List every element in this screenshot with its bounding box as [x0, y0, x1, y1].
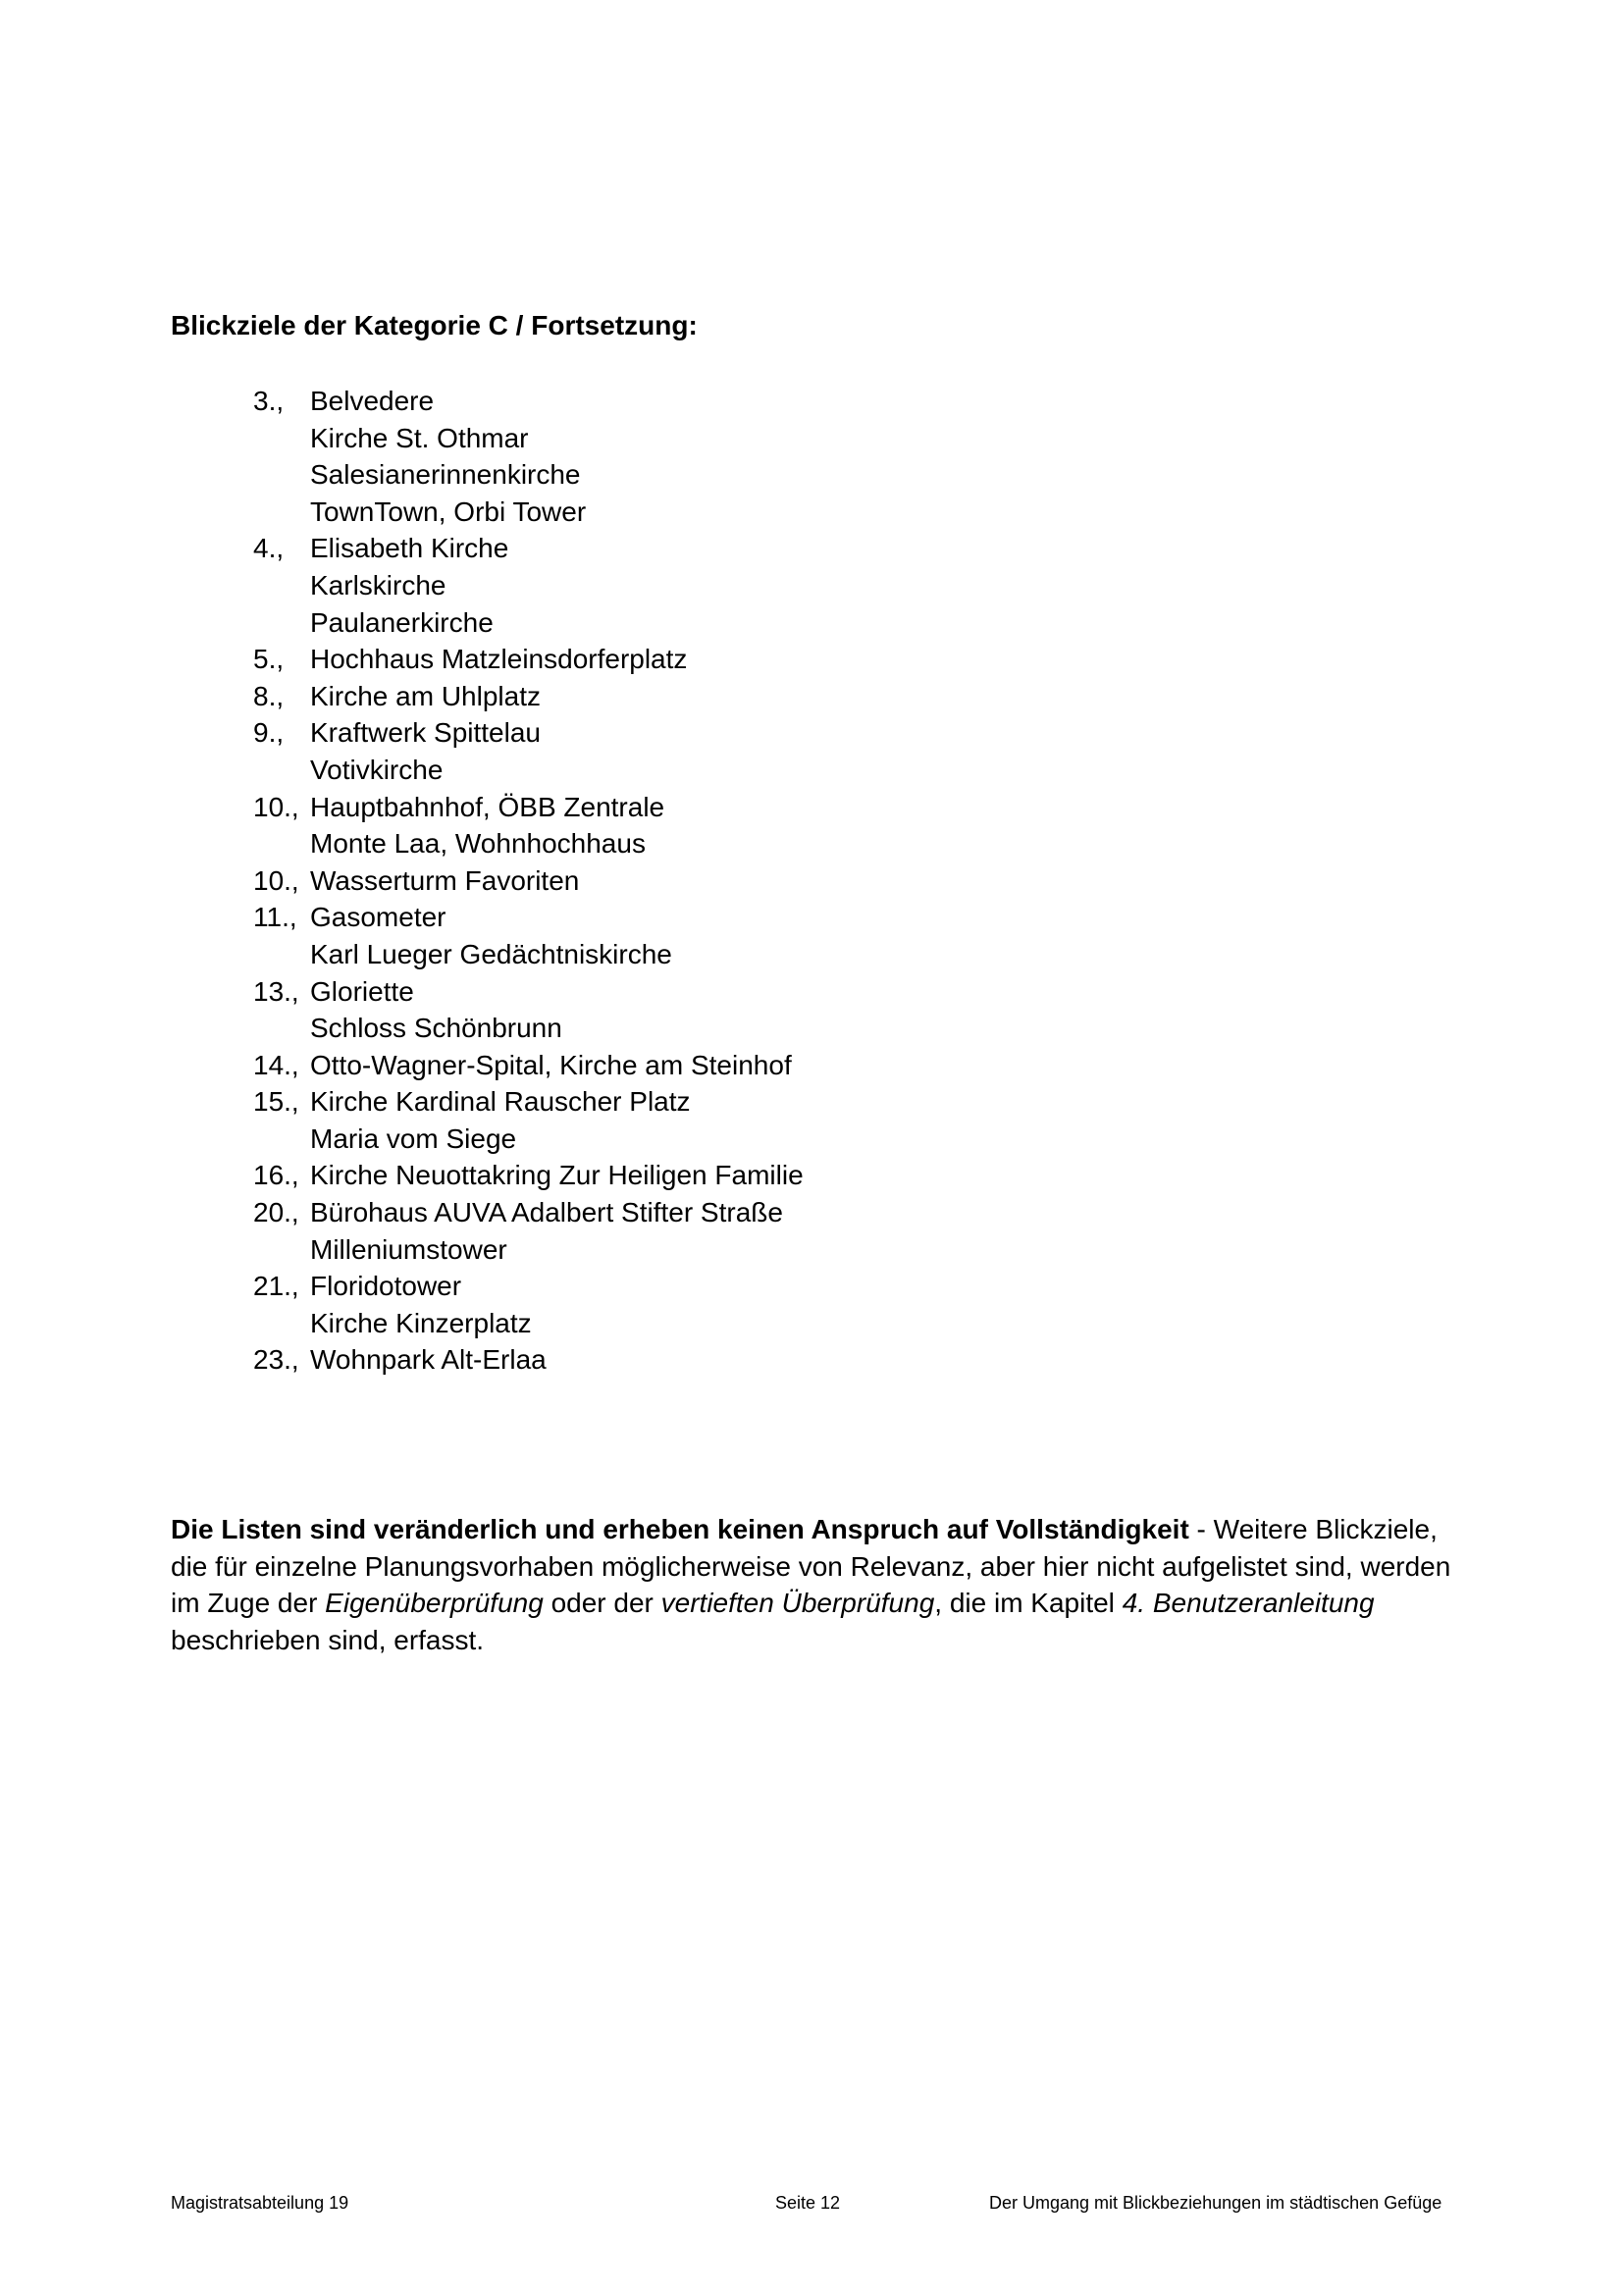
target-name: Hauptbahnhof, ÖBB Zentrale [310, 791, 665, 822]
note-paragraph [171, 1511, 1456, 1658]
list-item [253, 678, 1136, 715]
district-number: 10., [253, 864, 299, 896]
list-item [253, 862, 1136, 900]
target-name: Milleniumstower [310, 1233, 507, 1265]
target-name: Kirche Neuottakring Zur Heiligen Familie [310, 1160, 804, 1191]
note-text-4: beschrieben sind, erfasst. [171, 1624, 485, 1655]
target-name: Karlskirche [310, 569, 446, 600]
target-name: Elisabeth Kirche [310, 533, 509, 564]
list-item [253, 973, 1136, 1011]
district-number: 15., [253, 1086, 299, 1118]
blickziele-list [253, 383, 1136, 1379]
district-number: 5., [253, 644, 285, 675]
list-item [253, 494, 1136, 531]
target-name: Floridotower [310, 1271, 462, 1302]
list-item [253, 714, 1136, 752]
list-item [253, 936, 1136, 973]
district-number: 4., [253, 533, 285, 564]
list-item [253, 899, 1136, 936]
target-name: Schloss Schönbrunn [310, 1013, 562, 1044]
district-number: 9., [253, 717, 285, 749]
target-name: Kirche Kinzerplatz [310, 1307, 532, 1338]
target-name: Wohnpark Alt-Erlaa [310, 1344, 547, 1376]
target-name: Bürohaus AUVA Adalbert Stifter Straße [310, 1197, 783, 1228]
district-number: 23., [253, 1344, 299, 1376]
note-text-1: - Weitere Blickziele, die für einzelne Planungsvorhaben möglicherweise von Relevanz, aber hier nicht aufgelistet sind, werden im Zuge der [171, 1514, 1451, 1618]
district-number: 20., [253, 1197, 299, 1228]
target-name: TownTown, Orbi Tower [310, 496, 587, 527]
target-name: Paulanerkirche [310, 606, 494, 638]
list-item [253, 604, 1136, 642]
list-item [253, 1121, 1136, 1158]
list-item [253, 1083, 1136, 1121]
note-italic-eigenueberpruefung: Eigenüberprüfung [325, 1588, 544, 1618]
target-name: Kirche Kardinal Rauscher Platz [310, 1086, 691, 1118]
note-text-2: oder der [543, 1588, 661, 1618]
target-name: Kirche am Uhlplatz [310, 680, 541, 711]
list-item [253, 1268, 1136, 1305]
district-number: 16., [253, 1160, 299, 1191]
target-name: Karl Lueger Gedächtniskirche [310, 938, 672, 969]
note-italic-kapitel: 4. Benutzeranleitung [1122, 1588, 1375, 1618]
section-heading: Blickziele der Kategorie C / Fortsetzung: [171, 310, 698, 340]
target-name: Salesianerinnenkirche [310, 459, 581, 491]
list-item [253, 1157, 1136, 1194]
target-name: Wasserturm Favoriten [310, 864, 580, 896]
list-item [253, 752, 1136, 789]
list-item [253, 825, 1136, 862]
list-item [253, 1010, 1136, 1047]
list-item [253, 789, 1136, 826]
district-number: 14., [253, 1049, 299, 1080]
target-name: Votivkirche [310, 754, 444, 785]
list-item [253, 1305, 1136, 1342]
note-text-3: , die im Kapitel [934, 1588, 1123, 1618]
district-number: 10., [253, 791, 299, 822]
target-name: Hochhaus Matzleinsdorferplatz [310, 644, 688, 675]
district-number: 13., [253, 975, 299, 1007]
target-name: Otto-Wagner-Spital, Kirche am Steinhof [310, 1049, 792, 1080]
list-item [253, 530, 1136, 567]
list-item [253, 567, 1136, 604]
district-number: 21., [253, 1271, 299, 1302]
list-item [253, 383, 1136, 420]
target-name: Kraftwerk Spittelau [310, 717, 541, 749]
list-item [253, 1194, 1136, 1231]
list-item [253, 420, 1136, 457]
target-name: Gasometer [310, 902, 446, 933]
target-name: Maria vom Siege [310, 1122, 517, 1154]
list-item [253, 1047, 1136, 1084]
target-name: Monte Laa, Wohnhochhaus [310, 828, 646, 860]
list-item [253, 641, 1136, 678]
district-number: 11., [253, 902, 297, 933]
district-number: 8., [253, 680, 285, 711]
target-name: Belvedere [310, 386, 435, 416]
note-bold-lead: Die Listen sind veränderlich und erheben keinen Anspruch auf Vollständigkeit [171, 1514, 1189, 1544]
footer-page-number: Seite 12 [775, 2193, 841, 2213]
target-name: Kirche St. Othmar [310, 422, 529, 453]
footer-department: Magistratsabteilung 19 [171, 2193, 349, 2213]
footer-document-title: Der Umgang mit Blickbeziehungen im städtischen Gefüge [989, 2193, 1442, 2213]
list-item [253, 1231, 1136, 1269]
list-item [253, 1341, 1136, 1379]
note-italic-vertiefte-ueberpruefung: vertieften Überprüfung [660, 1588, 935, 1618]
district-number: 3., [253, 386, 285, 416]
list-item [253, 456, 1136, 494]
target-name: Gloriette [310, 975, 414, 1007]
